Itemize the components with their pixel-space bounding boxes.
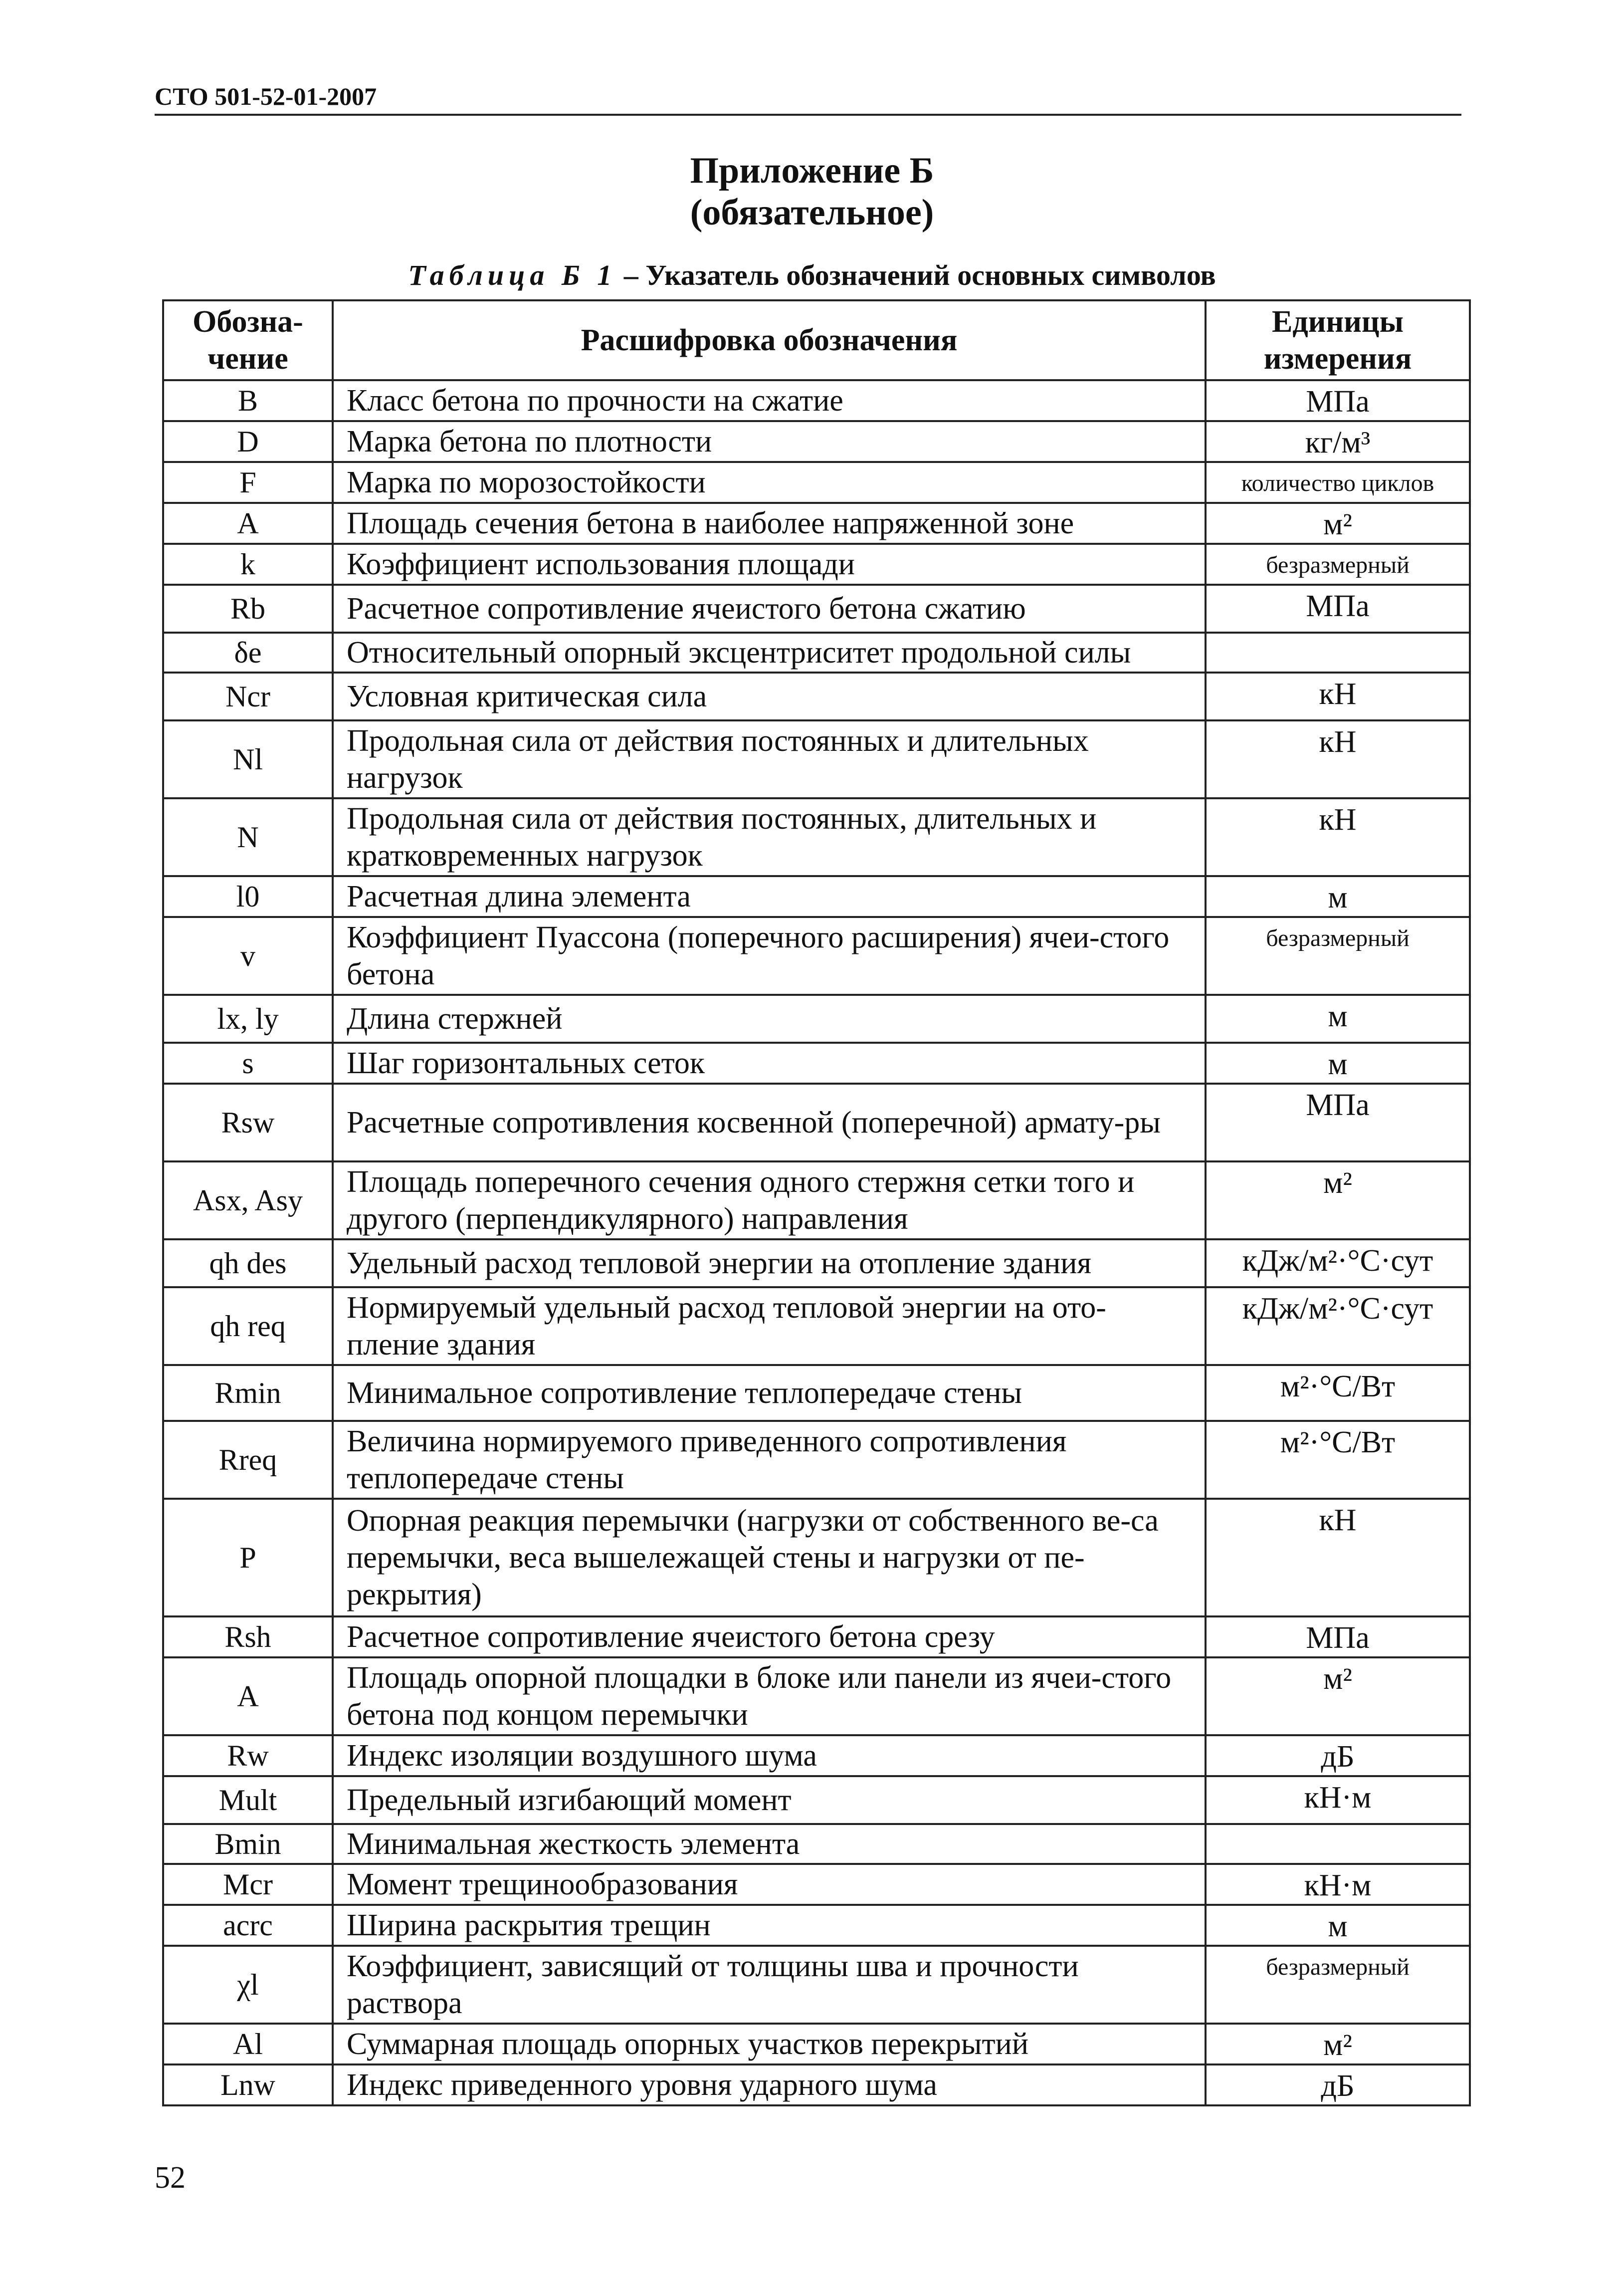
unit-cell: количество циклов bbox=[1206, 462, 1470, 503]
description-cell: Площадь поперечного сечения одного стержня сетки того и другого (перпендикулярного) направления bbox=[333, 1161, 1206, 1239]
unit-cell: м bbox=[1206, 876, 1470, 917]
symbol-cell: A bbox=[163, 1657, 333, 1735]
symbol-cell: F bbox=[163, 462, 333, 503]
symbol-cell: lx, ly bbox=[163, 995, 333, 1043]
unit-cell: кДж/м²·°С·сут bbox=[1206, 1239, 1470, 1287]
table-row bbox=[163, 673, 1470, 720]
table-row bbox=[163, 1776, 1470, 1824]
unit-cell: кН·м bbox=[1206, 1864, 1470, 1905]
description-cell: Расчетное сопротивление ячеистого бетона сжатию bbox=[333, 585, 1206, 633]
table-row bbox=[163, 1084, 1470, 1161]
table-row bbox=[163, 1421, 1470, 1499]
description-cell: Индекс изоляции воздушного шума bbox=[333, 1735, 1206, 1776]
table-row bbox=[163, 876, 1470, 917]
symbol-cell: Rmin bbox=[163, 1365, 333, 1421]
table-row bbox=[163, 633, 1470, 673]
table-caption bbox=[0, 258, 1624, 292]
symbol-cell: Bmin bbox=[163, 1824, 333, 1864]
unit-cell: м²·°С/Вт bbox=[1206, 1365, 1470, 1421]
description-cell: Минимальная жесткость элемента bbox=[333, 1824, 1206, 1864]
description-cell: Расчетная длина элемента bbox=[333, 876, 1206, 917]
unit-cell: кН bbox=[1206, 1499, 1470, 1616]
table-row bbox=[163, 1239, 1470, 1287]
table-row bbox=[163, 1287, 1470, 1365]
description-cell: Ширина раскрытия трещин bbox=[333, 1905, 1206, 1946]
table-header-row bbox=[163, 300, 1470, 380]
unit-cell: кН bbox=[1206, 673, 1470, 720]
symbol-cell: Rsw bbox=[163, 1084, 333, 1161]
running-header bbox=[155, 79, 1461, 116]
table-row bbox=[163, 1161, 1470, 1239]
symbol-cell: D bbox=[163, 421, 333, 462]
unit-cell: кН bbox=[1206, 720, 1470, 798]
description-cell: Продольная сила от действия постоянных, длительных и кратковременных нагрузок bbox=[333, 798, 1206, 876]
symbol-cell: Lnw bbox=[163, 2064, 333, 2105]
symbol-cell: acrc bbox=[163, 1905, 333, 1946]
description-cell: Продольная сила от действия постоянных и длительных нагрузок bbox=[333, 720, 1206, 798]
symbol-cell: A bbox=[163, 503, 333, 544]
unit-cell: кДж/м²·°С·сут bbox=[1206, 1287, 1470, 1365]
symbol-cell: qh req bbox=[163, 1287, 333, 1365]
table-row bbox=[163, 1616, 1470, 1657]
unit-cell: м² bbox=[1206, 503, 1470, 544]
symbol-cell: Mcr bbox=[163, 1864, 333, 1905]
appendix-subtitle: (обязательное) bbox=[690, 192, 934, 233]
description-cell: Относительный опорный эксцентриситет продольной силы bbox=[333, 633, 1206, 673]
symbol-cell: N bbox=[163, 798, 333, 876]
description-cell: Суммарная площадь опорных участков перекрытий bbox=[333, 2024, 1206, 2064]
unit-cell: м bbox=[1206, 1905, 1470, 1946]
table-row bbox=[163, 995, 1470, 1043]
symbol-cell: B bbox=[163, 380, 333, 421]
description-cell: Нормируемый удельный расход тепловой энергии на ото-пление здания bbox=[333, 1287, 1206, 1365]
table-row bbox=[163, 1657, 1470, 1735]
table-row bbox=[163, 380, 1470, 421]
symbol-cell: δe bbox=[163, 633, 333, 673]
symbol-cell: k bbox=[163, 544, 333, 585]
symbol-cell: v bbox=[163, 917, 333, 995]
symbol-cell: l0 bbox=[163, 876, 333, 917]
unit-cell: МПа bbox=[1206, 380, 1470, 421]
table-row bbox=[163, 1946, 1470, 2024]
unit-cell: кг/м³ bbox=[1206, 421, 1470, 462]
unit-cell: кН·м bbox=[1206, 1776, 1470, 1824]
description-cell: Предельный изгибающий момент bbox=[333, 1776, 1206, 1824]
description-cell: Коэффициент использования площади bbox=[333, 544, 1206, 585]
table-row bbox=[163, 421, 1470, 462]
table-row bbox=[163, 798, 1470, 876]
table-row bbox=[163, 1499, 1470, 1616]
description-cell: Условная критическая сила bbox=[333, 673, 1206, 720]
unit-cell: дБ bbox=[1206, 2064, 1470, 2105]
unit-cell bbox=[1206, 1824, 1470, 1864]
table-row bbox=[163, 585, 1470, 633]
unit-cell: безразмерный bbox=[1206, 917, 1470, 995]
symbol-cell: s bbox=[163, 1043, 333, 1084]
symbol-cell: qh des bbox=[163, 1239, 333, 1287]
table-row bbox=[163, 1043, 1470, 1084]
table-row bbox=[163, 544, 1470, 585]
table-row bbox=[163, 1735, 1470, 1776]
unit-cell: МПа bbox=[1206, 585, 1470, 633]
header-description: Расшифровка обозначения bbox=[333, 300, 1206, 380]
description-cell: Индекс приведенного уровня ударного шума bbox=[333, 2064, 1206, 2105]
unit-cell: м bbox=[1206, 995, 1470, 1043]
description-cell: Опорная реакция перемычки (нагрузки от собственного ве-са перемычки, веса вышележащей стены и нагрузки от пе-рекрытия) bbox=[333, 1499, 1206, 1616]
symbol-cell: Al bbox=[163, 2024, 333, 2064]
description-cell: Коэффициент, зависящий от толщины шва и прочности раствора bbox=[333, 1946, 1206, 2024]
description-cell: Площадь опорной площадки в блоке или панели из ячеи-стого бетона под концом перемычки bbox=[333, 1657, 1206, 1735]
symbols-table bbox=[162, 299, 1471, 2106]
unit-cell: дБ bbox=[1206, 1735, 1470, 1776]
header-symbol: Обозна-чение bbox=[163, 300, 333, 380]
description-cell: Марка бетона по плотности bbox=[333, 421, 1206, 462]
appendix-title: Приложение Б bbox=[690, 150, 934, 191]
table-caption-text: – Указатель обозначений основных символов bbox=[616, 259, 1216, 291]
description-cell: Момент трещинообразования bbox=[333, 1864, 1206, 1905]
description-cell: Величина нормируемого приведенного сопротивления теплопередаче стены bbox=[333, 1421, 1206, 1499]
description-cell: Удельный расход тепловой энергии на отопление здания bbox=[333, 1239, 1206, 1287]
unit-cell: м bbox=[1206, 1043, 1470, 1084]
unit-cell: м² bbox=[1206, 2024, 1470, 2064]
table-row bbox=[163, 2024, 1470, 2064]
table-row bbox=[163, 1864, 1470, 1905]
description-cell: Шаг горизонтальных сеток bbox=[333, 1043, 1206, 1084]
table-row bbox=[163, 1365, 1470, 1421]
symbol-cell: Asx, Asy bbox=[163, 1161, 333, 1239]
page-number: 52 bbox=[155, 2161, 186, 2195]
table-row bbox=[163, 1824, 1470, 1864]
unit-cell: м² bbox=[1206, 1657, 1470, 1735]
symbol-cell: Rb bbox=[163, 585, 333, 633]
table-row bbox=[163, 917, 1470, 995]
unit-cell bbox=[1206, 633, 1470, 673]
symbol-cell: Mult bbox=[163, 1776, 333, 1824]
description-cell: Минимальное сопротивление теплопередаче стены bbox=[333, 1365, 1206, 1421]
unit-cell: м² bbox=[1206, 1161, 1470, 1239]
header-units: Единицы измерения bbox=[1206, 300, 1470, 380]
symbol-cell: Ncr bbox=[163, 673, 333, 720]
unit-cell: безразмерный bbox=[1206, 1946, 1470, 2024]
table-caption-label: Таблица Б 1 bbox=[408, 259, 617, 291]
unit-cell: МПа bbox=[1206, 1616, 1470, 1657]
description-cell: Марка по морозостойкости bbox=[333, 462, 1206, 503]
table-row bbox=[163, 1905, 1470, 1946]
unit-cell: безразмерный bbox=[1206, 544, 1470, 585]
symbol-cell: χl bbox=[163, 1946, 333, 2024]
symbol-cell: P bbox=[163, 1499, 333, 1616]
table-row bbox=[163, 2064, 1470, 2105]
description-cell: Расчетное сопротивление ячеистого бетона срезу bbox=[333, 1616, 1206, 1657]
description-cell: Длина стержней bbox=[333, 995, 1206, 1043]
description-cell: Расчетные сопротивления косвенной (поперечной) армату-ры bbox=[333, 1084, 1206, 1161]
table-row bbox=[163, 720, 1470, 798]
description-cell: Класс бетона по прочности на сжатие bbox=[333, 380, 1206, 421]
symbol-cell: Rsh bbox=[163, 1616, 333, 1657]
symbol-cell: Rw bbox=[163, 1735, 333, 1776]
table-row bbox=[163, 462, 1470, 503]
table-row bbox=[163, 503, 1470, 544]
unit-cell: МПа bbox=[1206, 1084, 1470, 1161]
unit-cell: кН bbox=[1206, 798, 1470, 876]
unit-cell: м²·°С/Вт bbox=[1206, 1421, 1470, 1499]
symbol-cell: Rreq bbox=[163, 1421, 333, 1499]
symbol-cell: Nl bbox=[163, 720, 333, 798]
document-code: СТО 501-52-01-2007 bbox=[155, 82, 377, 110]
description-cell: Коэффициент Пуассона (поперечного расширения) ячеи-стого бетона bbox=[333, 917, 1206, 995]
description-cell: Площадь сечения бетона в наиболее напряженной зоне bbox=[333, 503, 1206, 544]
